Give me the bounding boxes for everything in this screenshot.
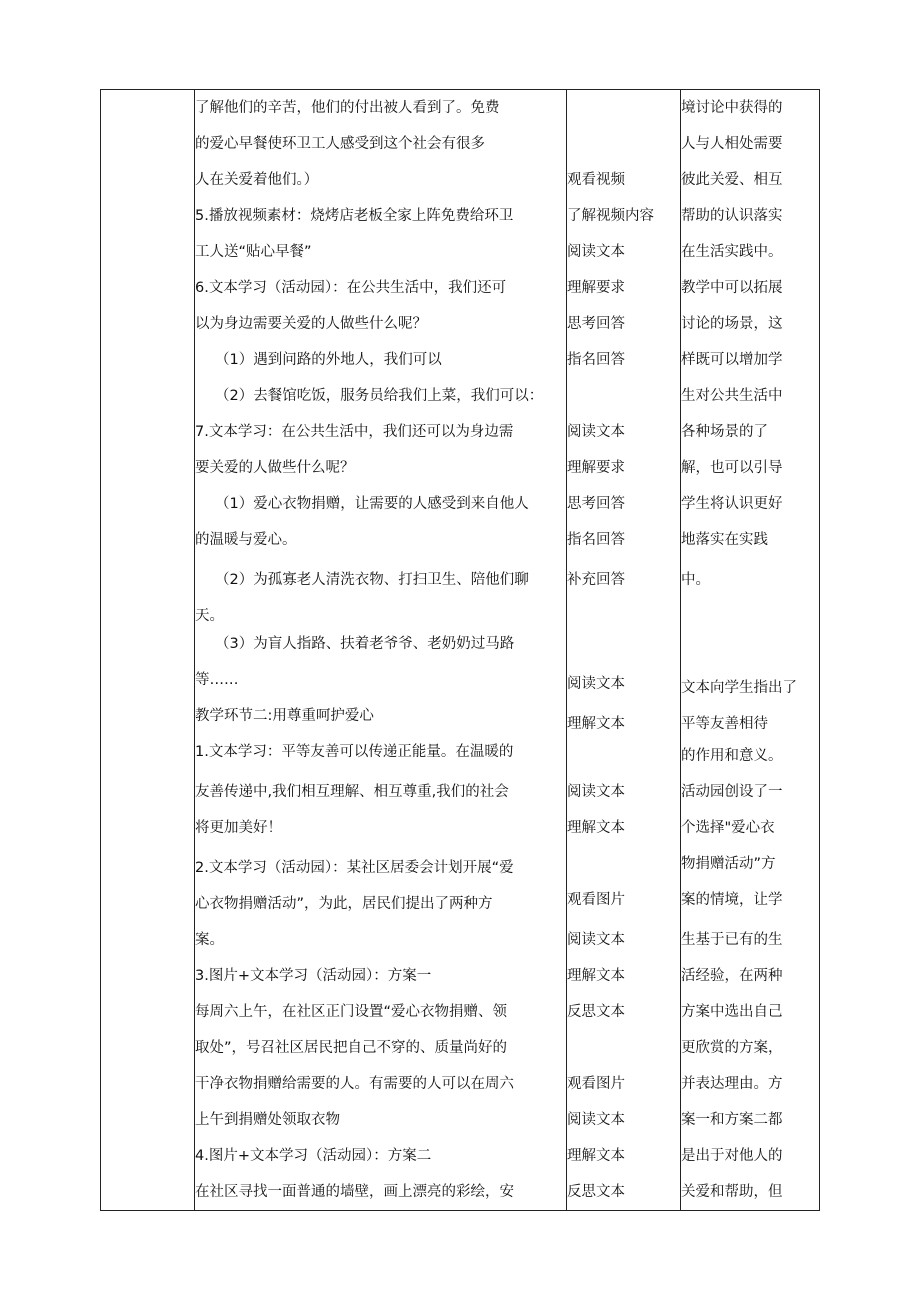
text-line: 指名回答 bbox=[567, 352, 625, 368]
text-line: （2）去餐馆吃饭，服务员给我们上菜，我们可以： bbox=[215, 388, 544, 404]
text-line: 4.图片+文本学习（活动园）：方案二 bbox=[195, 1148, 432, 1164]
text-line: 地落实在实践 bbox=[681, 532, 768, 548]
text-line: 帮助的认识落实 bbox=[681, 208, 783, 224]
design-intent-column bbox=[681, 90, 821, 1210]
text-line: 生对公共生活中 bbox=[681, 388, 783, 404]
text-line: 彼此关爱、相互 bbox=[681, 172, 783, 188]
text-line: 1.文本学习：平等友善可以传递正能量。在温暖的 bbox=[195, 744, 514, 760]
text-line: 并表达理由。方 bbox=[681, 1076, 783, 1092]
text-line: 中。 bbox=[681, 572, 710, 588]
text-line: 等…… bbox=[195, 672, 239, 688]
text-line: 理解文本 bbox=[567, 1148, 625, 1164]
text-line: 平等友善相待 bbox=[681, 716, 768, 732]
text-line: 思考回答 bbox=[567, 316, 625, 332]
text-line: 更欣赏的方案， bbox=[681, 1040, 783, 1056]
text-line: 反思文本 bbox=[567, 1004, 625, 1020]
text-line: 上午到捐赠处领取衣物 bbox=[195, 1112, 340, 1128]
text-line: 7.文本学习：在公共生活中，我们还可以为身边需 bbox=[195, 424, 514, 440]
text-line: 解，也可以引导 bbox=[681, 460, 783, 476]
text-line: 在社区寻找一面普通的墙壁，画上漂亮的彩绘，安 bbox=[195, 1184, 514, 1200]
text-line: 阅读文本 bbox=[567, 424, 625, 440]
text-line: 的爱心早餐使环卫工人感受到这个社会有很多 bbox=[195, 136, 485, 152]
text-line: 2.文本学习（活动园）：某社区居委会计划开展“爱 bbox=[195, 860, 514, 876]
text-line: 阅读文本 bbox=[567, 244, 625, 260]
text-line: 的作用和意义。 bbox=[681, 748, 783, 764]
text-line: 阅读文本 bbox=[567, 784, 625, 800]
text-line: 理解文本 bbox=[567, 820, 625, 836]
text-line: 教学中可以拓展 bbox=[681, 280, 783, 296]
lesson-table bbox=[100, 89, 820, 1211]
text-line: 天。 bbox=[195, 608, 224, 624]
text-line: 人在关爱着他们。） bbox=[195, 172, 319, 188]
text-line: 要关爱的人做些什么呢？ bbox=[195, 460, 355, 476]
text-line: 友善传递中,我们相互理解、相互尊重,我们的社会 bbox=[195, 784, 509, 800]
text-line: 6.文本学习（活动园）：在公共生活中，我们还可 bbox=[195, 280, 507, 296]
text-line: 3.图片+文本学习（活动园）：方案一 bbox=[195, 968, 432, 984]
text-line: 补充回答 bbox=[567, 572, 625, 588]
text-line: 关爱和帮助，但 bbox=[681, 1184, 783, 1200]
text-line: 理解要求 bbox=[567, 460, 625, 476]
text-line: 个选择"爱心衣 bbox=[681, 820, 775, 836]
text-line: 理解文本 bbox=[567, 968, 625, 984]
text-line: 方案中选出自己 bbox=[681, 1004, 783, 1020]
text-line: 工人送“贴心早餐” bbox=[195, 244, 312, 260]
text-line: 观看图片 bbox=[567, 892, 625, 908]
text-line: （2）为孤寡老人清洗衣物、打扫卫生、陪他们聊 bbox=[215, 572, 529, 588]
student-activity-column bbox=[567, 90, 679, 1210]
text-line: 观看视频 bbox=[567, 172, 625, 188]
text-line: 理解要求 bbox=[567, 280, 625, 296]
text-line: 理解文本 bbox=[567, 716, 625, 732]
text-line: 人与人相处需要 bbox=[681, 136, 783, 152]
text-line: 讨论的场景，这 bbox=[681, 316, 783, 332]
text-line: 干净衣物捐赠给需要的人。有需要的人可以在周六 bbox=[195, 1076, 514, 1092]
text-line: 是出于对他人的 bbox=[681, 1148, 783, 1164]
text-line: 阅读文本 bbox=[567, 1112, 625, 1128]
text-line: 了解他们的辛苦，他们的付出被人看到了。免费 bbox=[195, 100, 500, 116]
section-column bbox=[101, 90, 194, 1210]
text-line: 每周六上午，在社区正门设置“爱心衣物捐赠、领 bbox=[195, 1004, 508, 1020]
text-line: 物捐赠活动”方 bbox=[681, 856, 776, 872]
text-line: 阅读文本 bbox=[567, 676, 625, 692]
text-line: 各种场景的了 bbox=[681, 424, 768, 440]
text-line: 活动园创设了一 bbox=[681, 784, 783, 800]
text-line: 案。 bbox=[195, 932, 224, 948]
text-line: 反思文本 bbox=[567, 1184, 625, 1200]
text-line: 生基于已有的生 bbox=[681, 932, 783, 948]
text-line: 文本向学生指出了 bbox=[681, 680, 797, 696]
text-line: 以为身边需要关爱的人做些什么呢？ bbox=[195, 316, 427, 332]
text-line: 思考回答 bbox=[567, 496, 625, 512]
text-line: 案一和方案二都 bbox=[681, 1112, 783, 1128]
text-line: 案的情境，让学 bbox=[681, 892, 783, 908]
text-line: （1）遇到问路的外地人，我们可以 bbox=[215, 352, 442, 368]
text-line: 学生将认识更好 bbox=[681, 496, 783, 512]
text-line: 了解视频内容 bbox=[567, 208, 654, 224]
text-line: 指名回答 bbox=[567, 532, 625, 548]
text-line: （3）为盲人指路、扶着老爷爷、老奶奶过马路 bbox=[215, 636, 515, 652]
teaching-content-column bbox=[195, 90, 565, 1210]
text-line: （1）爱心衣物捐赠，让需要的人感受到来自他人 bbox=[215, 496, 529, 512]
text-line: 活经验，在两种 bbox=[681, 968, 783, 984]
text-line: 的温暖与爱心。 bbox=[195, 532, 297, 548]
text-line: 教学环节二:用尊重呵护爱心 bbox=[195, 708, 374, 724]
text-line: 境讨论中获得的 bbox=[681, 100, 783, 116]
text-line: 阅读文本 bbox=[567, 932, 625, 948]
text-line: 将更加美好！ bbox=[195, 820, 282, 836]
text-line: 在生活实践中。 bbox=[681, 244, 783, 260]
text-line: 观看图片 bbox=[567, 1076, 625, 1092]
text-line: 样既可以增加学 bbox=[681, 352, 783, 368]
text-line: 5.播放视频素材：烧烤店老板全家上阵免费给环卫 bbox=[195, 208, 514, 224]
text-line: 取处”，号召社区居民把自己不穿的、质量尚好的 bbox=[195, 1040, 508, 1056]
text-line: 心衣物捐赠活动”，为此，居民们提出了两种方 bbox=[195, 896, 493, 912]
